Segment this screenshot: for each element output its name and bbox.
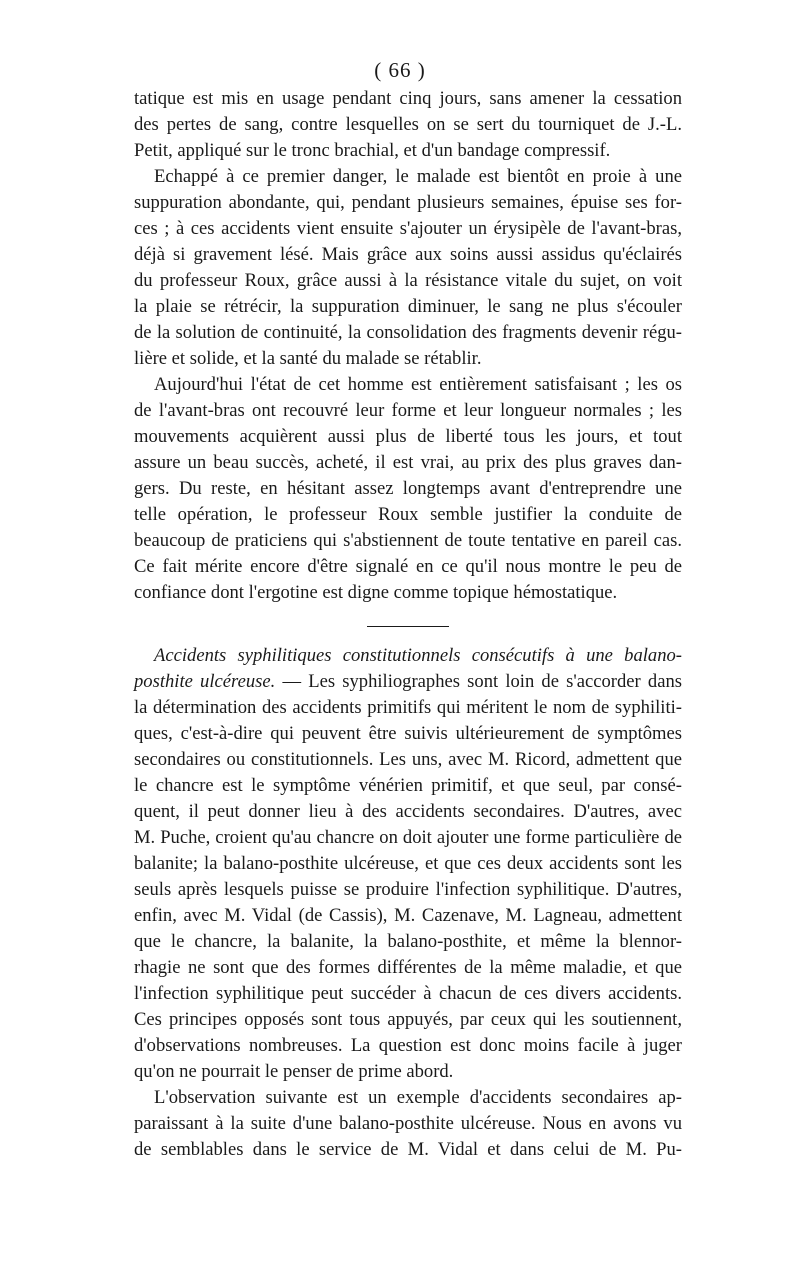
text-line: déjà si gravement lésé. Mais grâce aux soins aussi assidus qu'éclairés — [134, 244, 682, 265]
text-line: la plaie se rétrécir, la suppuration diminuer, le sang ne plus s'écouler — [134, 296, 682, 317]
section-heading-continued: posthite ulcéreuse. — [134, 671, 276, 692]
paragraph-1 — [134, 86, 682, 164]
text-line: que le chancre, la balanite, la balano-posthite, et même la blennor- — [134, 931, 682, 952]
text-line: M. Puche, croient qu'au chancre on doit ajouter une forme particulière de — [134, 827, 682, 848]
text-line: de l'avant-bras ont recouvré leur forme et leur longueur normales ; les — [134, 400, 682, 421]
text-line: gers. Du reste, en hésitant assez longtemps avant d'entreprendre une — [134, 478, 682, 499]
page-number: ( 66 ) — [374, 58, 426, 82]
text-line: beaucoup de praticiens qui s'abstiennent de toute tentative en pareil cas. — [134, 530, 682, 551]
text-line: balanite; la balano-posthite ulcéreuse, et que ces deux accidents sont les — [134, 853, 682, 874]
text-line: Aujourd'hui l'état de cet homme est entièrement satisfaisant ; les os — [154, 374, 682, 395]
text-line: Les syphiliographes sont loin de s'accorder dans — [308, 671, 682, 692]
section-heading: Accidents syphilitiques constitutionnels consécutifs à une balano- — [154, 645, 682, 666]
text-line: telle opération, le professeur Roux semble justifier la conduite de — [134, 504, 682, 525]
text-line: suppuration abondante, qui, pendant plusieurs semaines, épuise ses for- — [134, 192, 682, 213]
paragraph-3 — [134, 372, 682, 606]
paragraph-2 — [134, 164, 682, 372]
text-line: Petit, appliqué sur le tronc brachial, et d'un bandage compressif. — [134, 140, 611, 161]
section-heading-line — [134, 669, 682, 695]
text-line: Ce fait mérite encore d'être signalé en ce qu'il nous montre le peu de — [134, 556, 682, 577]
text-line: qu'on ne pourrait le penser de prime abord. — [134, 1061, 454, 1082]
text-line: confiance dont l'ergotine est digne comme topique hémostatique. — [134, 582, 618, 603]
body-text — [134, 86, 682, 1163]
text-line: Ces principes opposés sont tous appuyés, par ceux qui les soutiennent, — [134, 1009, 682, 1030]
text-line: Echappé à ce premier danger, le malade est bientôt en proie à une — [154, 166, 682, 187]
section-paragraph-2 — [134, 1085, 682, 1163]
text-line: mouvements acquièrent aussi plus de liberté tous les jours, et tout — [134, 426, 682, 447]
text-line: d'observations nombreuses. La question est donc moins facile à juger — [134, 1035, 682, 1056]
text-line: la détermination des accidents primitifs qui méritent le nom de syphiliti- — [134, 697, 682, 718]
text-line: des pertes de sang, contre lesquelles on se sert du tourniquet de J.-L. — [134, 114, 682, 135]
text-line: de la solution de continuité, la consolidation des fragments devenir régu- — [134, 322, 682, 343]
text-line: lière et solide, et la santé du malade se rétablir. — [134, 348, 482, 369]
section-heading-line — [134, 643, 682, 669]
text-line: L'observation suivante est un exemple d'accidents secondaires ap- — [154, 1087, 682, 1108]
text-line: secondaires ou constitutionnels. Les uns, avec M. Ricord, admettent que — [134, 749, 682, 770]
text-line: seuls après lesquels puisse se produire l'infection syphilitique. D'autres, — [134, 879, 682, 900]
text-line: rhagie ne sont que des formes différentes de la même maladie, et que — [134, 957, 682, 978]
text-line: quent, il peut donner lieu à des accidents secondaires. D'autres, avec — [134, 801, 682, 822]
text-line: ques, c'est-à-dire qui peuvent être suivis ultérieurement de symptômes — [134, 723, 682, 744]
text-line: tatique est mis en usage pendant cinq jours, sans amener la cessation — [134, 88, 682, 109]
section-divider — [367, 626, 449, 627]
heading-dash: — — [275, 671, 309, 692]
text-line: du professeur Roux, grâce aussi à la résistance vitale du sujet, on voit — [134, 270, 682, 291]
section-paragraph-1 — [134, 643, 682, 1085]
text-line: de semblables dans le service de M. Vidal et dans celui de M. Pu- — [134, 1139, 682, 1160]
text-line: le chancre est le symptôme vénérien primitif, et que seul, par consé- — [134, 775, 682, 796]
text-line: ces ; à ces accidents vient ensuite s'ajouter un érysipèle de l'avant-bras, — [134, 218, 682, 239]
text-line: assure un beau succès, acheté, il est vrai, au prix des plus graves dan- — [134, 452, 682, 473]
text-line: enfin, avec M. Vidal (de Cassis), M. Cazenave, M. Lagneau, admettent — [134, 905, 682, 926]
text-line: paraissant à la suite d'une balano-posthite ulcéreuse. Nous en avons vu — [134, 1113, 682, 1134]
text-line: l'infection syphilitique peut succéder à chacun de ces divers accidents. — [134, 983, 682, 1004]
